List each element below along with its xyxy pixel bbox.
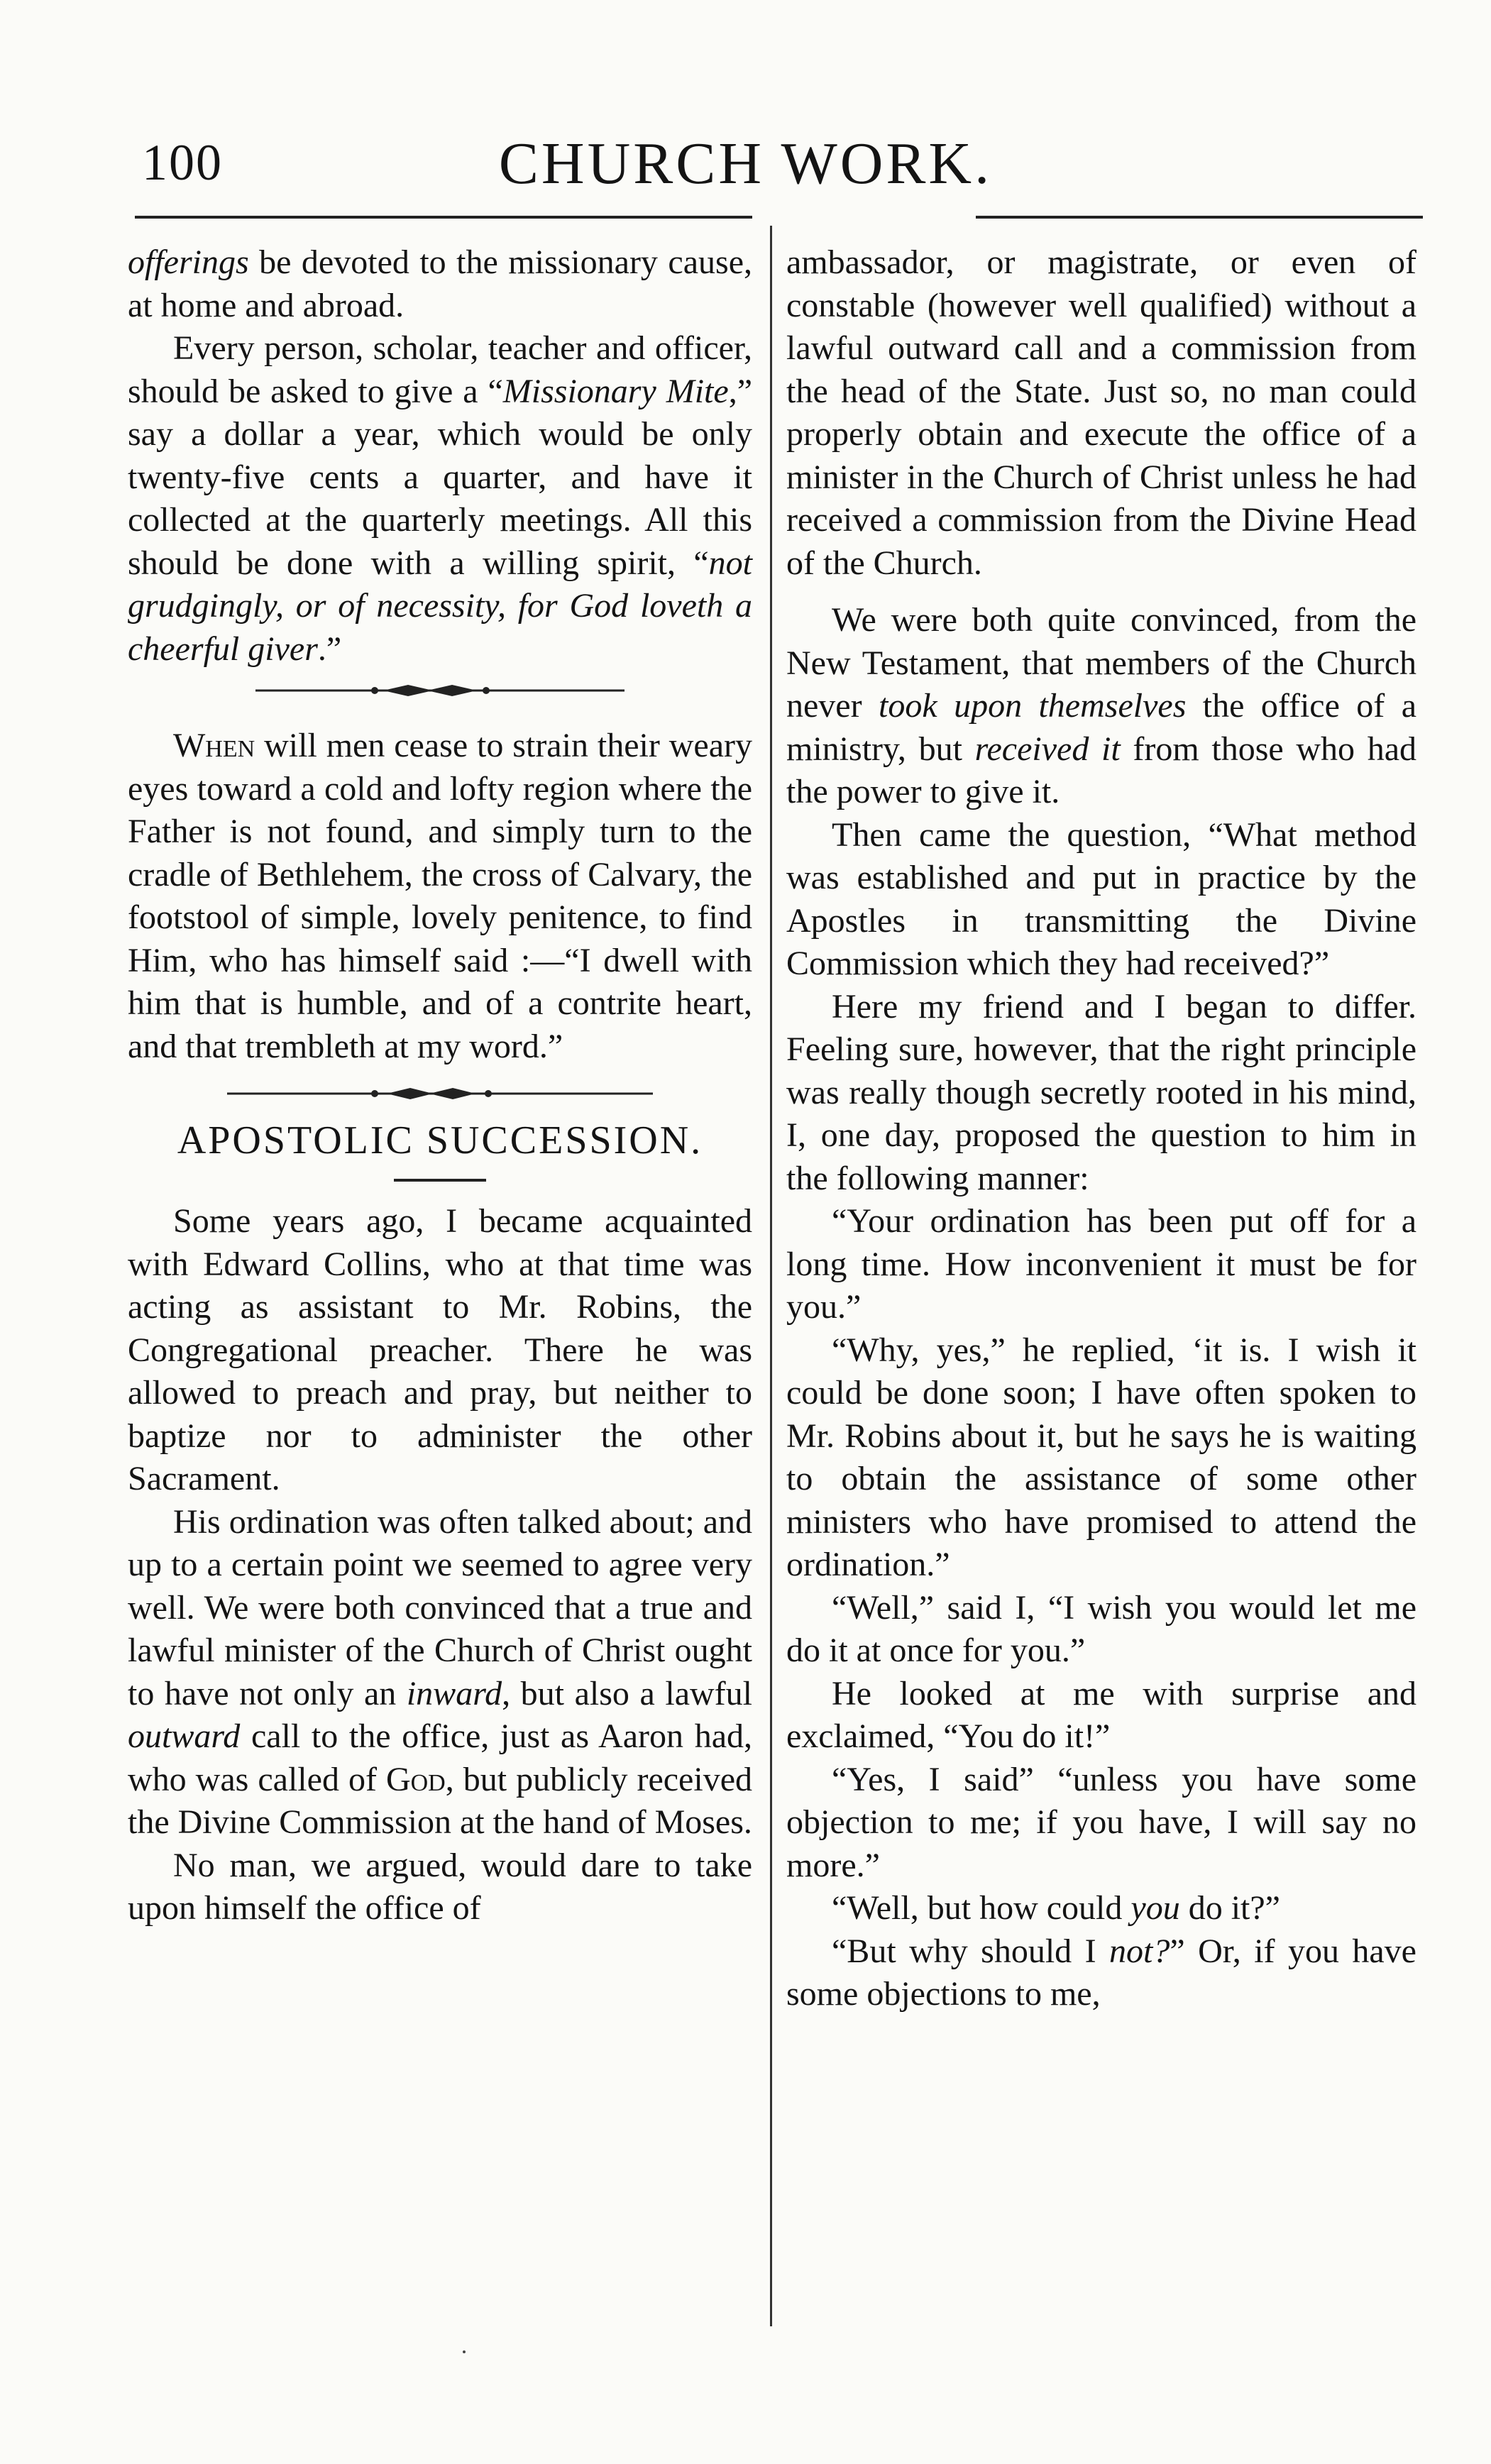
paragraph: No man, we argued, would dare to take upon himself the office of (128, 1846, 752, 1927)
running-title: CHURCH WORK. (498, 131, 993, 197)
right-column (786, 241, 1416, 2016)
paragraph: “Well, but how could you do it?” (832, 1889, 1280, 1927)
print-speck (463, 2350, 466, 2353)
paragraph: We were both quite convinced, from the New Testament, that members of the Church never took upon themselves the office of a ministry, but received it from those who had the power to give it. (786, 601, 1417, 810)
header-rule-left (135, 216, 752, 219)
paragraph: “Your ordination has been put off for a long time. How inconvenient it must be for you.” (786, 1202, 1416, 1326)
paragraph: “But why should I not?” Or, if you have some objections to me, (786, 1932, 1416, 2013)
paragraph: When will men cease to strain their weary eyes toward a cold and lofty region where the Father is not found, and simply turn to the cradle of Bethlehem, the cross of Calvary, the footstool of simple, lovely penitence, to find Him, who has himself said :—“I dwell with him that is humble, and of a contrite heart, and that trembleth at my word.” (128, 727, 752, 1065)
section-title: APOSTOLIC SUCCESSION. (177, 1118, 703, 1162)
paragraph: Some years ago, I became acquainted with Edward Collins, who at that time was acting as assistant to Mr. Robins, the Congregational preacher. There he was allowed to preach and pray, but neither to baptize nor to administer the other Sacrament. (128, 1202, 752, 1497)
paragraph: His ordination was often talked about; and up to a certain point we seemed to agree very well. We were both convinced that a true and lawful minister of the Church of Christ ought to have not only an inward, but also a lawful outward call to the office, just as Aaron had, who was called of God, but publicly received the Divine Commission at the hand of Moses. (128, 1502, 753, 1841)
page-header (0, 119, 1491, 204)
page-number: 100 (142, 134, 223, 191)
header-rule-right (976, 216, 1423, 219)
paragraph: offerings be devoted to the missionary cause, at home and abroad. (128, 243, 752, 324)
ornament-divider (128, 671, 752, 710)
ornament-divider (128, 1074, 752, 1113)
paragraph: Every person, scholar, teacher and officer, should be asked to give a “Missionary Mite,” say a dollar a year, which would be only twenty-five cents a quarter, and have it collected at the quarterly meetings. All this should be done with a willing spirit, “not grudgingly, or of necessity, for God loveth a cheerful giver.” (128, 329, 752, 668)
left-column (128, 241, 752, 1930)
paragraph: Then came the question, “What method was established and put in practice by the Apostles in transmitting the Divine Commission which they had received?” (786, 815, 1416, 982)
paragraph: “Why, yes,” he replied, ‘it is. I wish it could be done soon; I have often spoken to Mr. Robins about it, but he says he is waiting to obtain the assistance of some other ministers who have promised to attend the ordination.” (786, 1331, 1416, 1583)
paragraph: “Well,” said I, “I wish you would let me do it at once for you.” (786, 1588, 1416, 1669)
paragraph: He looked at me with surprise and exclaimed, “You do it!” (786, 1674, 1416, 1755)
column-divider (770, 226, 772, 2326)
paragraph: ambassador, or magistrate, or even of constable (however well qualified) without a lawful outward call and a commission from the head of the State. Just so, no man could properly obtain and execute the office of a minister in the Church of Christ unless he had received a commission from the Divine Head of the Church. (786, 243, 1416, 582)
title-rule (394, 1179, 486, 1182)
paragraph: “Yes, I said” “unless you have some objection to me; if you have, I will say no more.” (786, 1760, 1416, 1884)
paragraph: Here my friend and I began to differ. Feeling sure, however, that the right principle was really though secretly rooted in his mind, I, one day, proposed the question to him in the following manner: (786, 987, 1416, 1197)
